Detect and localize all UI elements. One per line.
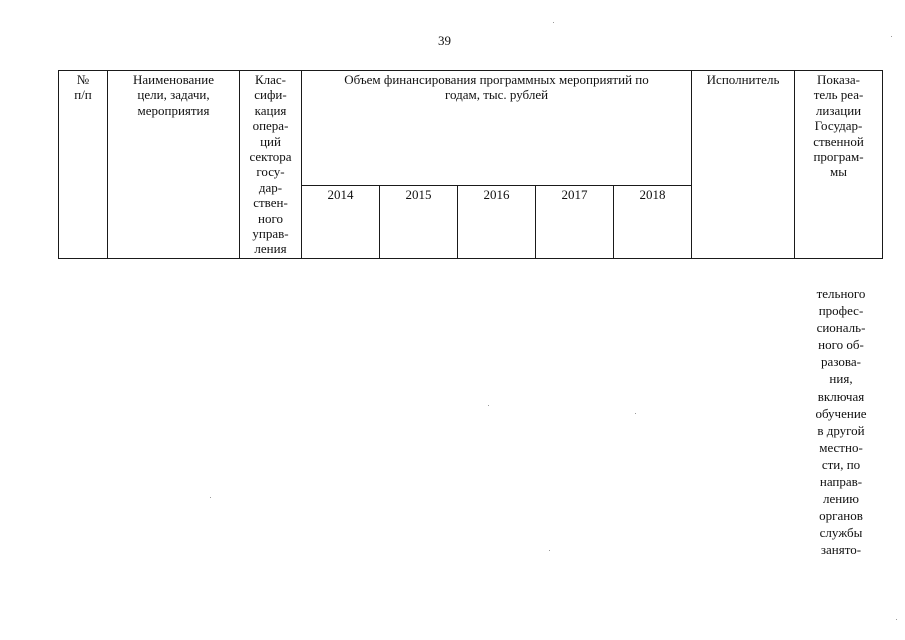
text-line: обучение [815, 405, 867, 421]
scan-speck [553, 22, 554, 23]
scan-speck [488, 405, 489, 406]
scan-speck [891, 36, 892, 37]
text-line: профес- [818, 303, 864, 319]
text-line: разова- [821, 354, 861, 370]
header-year-2015: 2015 [380, 185, 458, 258]
header-financing: Объем финансирования программных мероприятий по годам, тыс. рублей [302, 71, 692, 186]
header-executor: Исполнитель [692, 71, 795, 259]
text-line: тельного [816, 286, 866, 301]
text-line: сти, по [821, 456, 861, 472]
header-year-2014: 2014 [302, 185, 380, 258]
text-line: занято- [820, 542, 862, 558]
text-line: лению [823, 491, 859, 507]
text-line: сиональ- [816, 320, 866, 336]
header-year-2018: 2018 [614, 185, 692, 258]
financing-table [58, 70, 883, 259]
header-classification: Клас- сифи- кация опера- ций сектора госу- дар- ствен- ного управ- ления [240, 71, 302, 259]
indicator-continuation-text [806, 285, 876, 559]
header-indicator: Показа- тель реа- лизации Государ- ственной програм- мы [795, 71, 883, 259]
scan-speck [635, 413, 636, 414]
text-line: местно- [819, 439, 863, 455]
scan-speck [549, 550, 550, 551]
header-year-2017: 2017 [536, 185, 614, 258]
text-line: органов [819, 508, 863, 524]
table-header-row [59, 71, 883, 186]
scan-speck [896, 619, 897, 620]
header-name: Наименование цели, задачи, мероприятия [108, 71, 240, 259]
text-line: в другой [817, 422, 865, 438]
scan-speck [210, 497, 211, 498]
page-number: 39 [438, 33, 451, 48]
text-line: ния, [829, 371, 853, 387]
header-number: № п/п [59, 71, 108, 259]
text-line: ного об- [818, 337, 864, 353]
text-line: службы [819, 525, 863, 541]
header-year-2016: 2016 [458, 185, 536, 258]
text-line: включая [817, 388, 865, 404]
text-line: направ- [819, 474, 863, 490]
